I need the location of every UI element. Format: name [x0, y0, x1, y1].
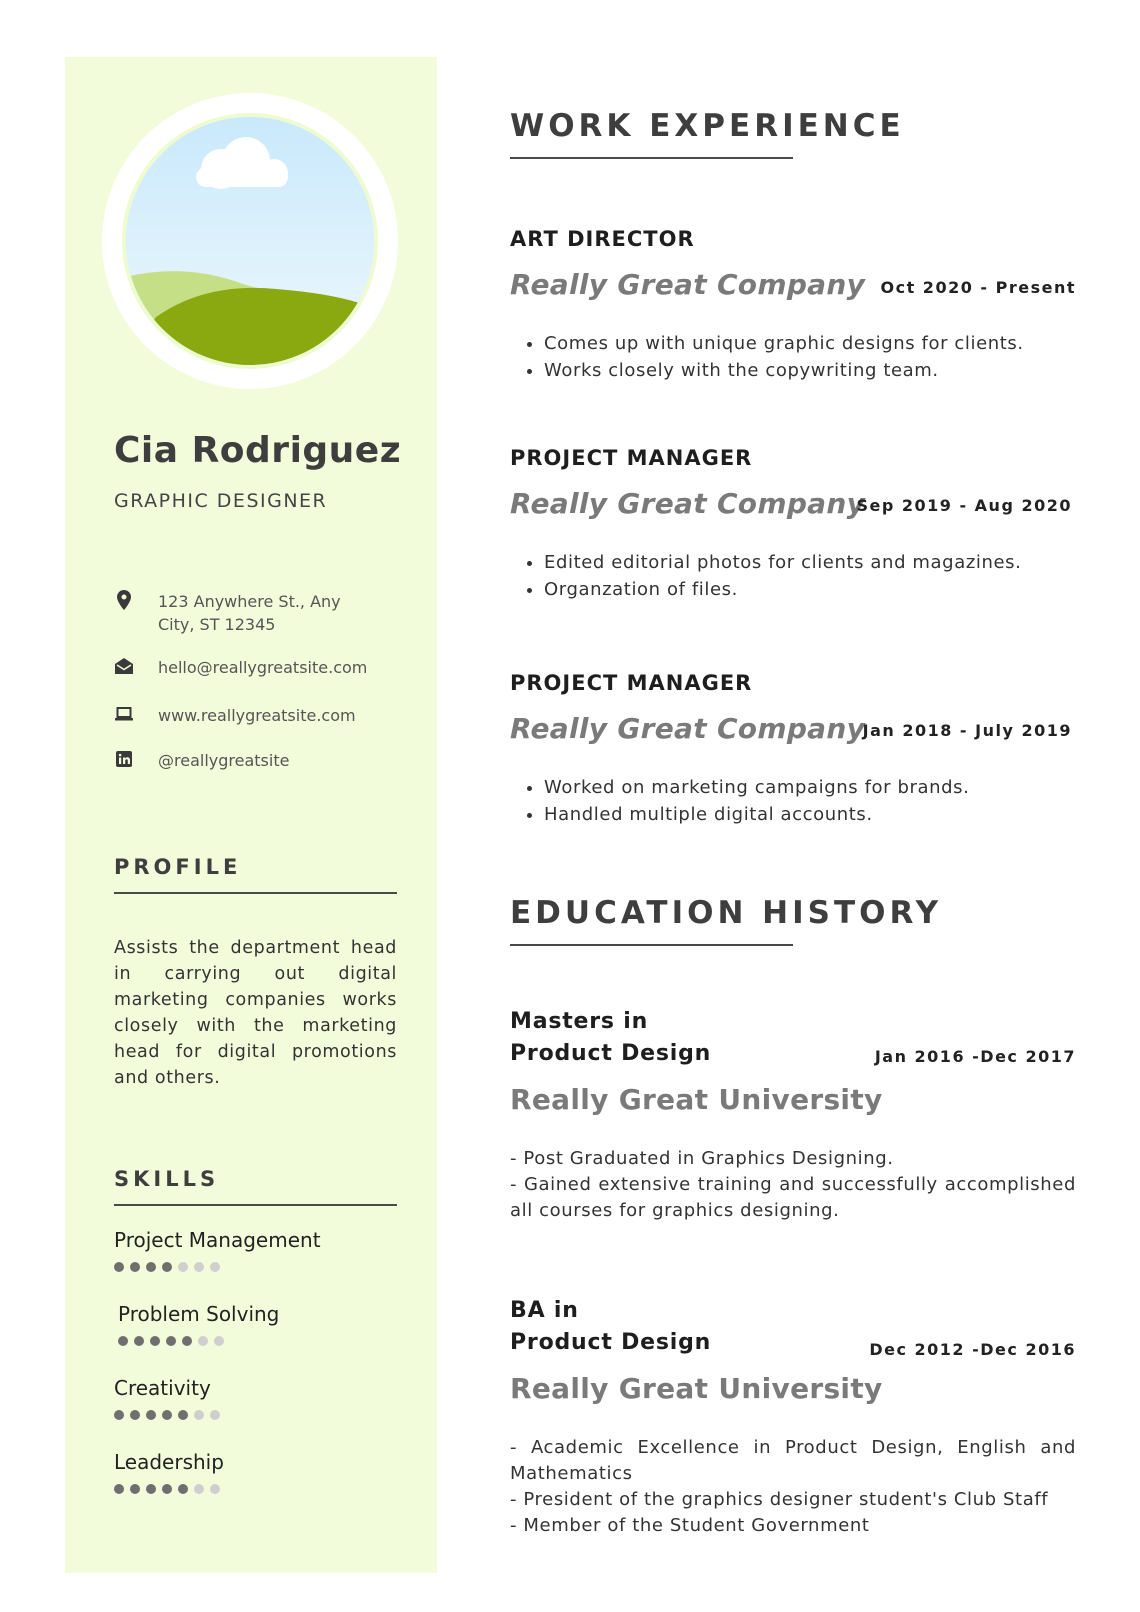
- skill-label: Project Management: [114, 1228, 321, 1252]
- education-divider: [510, 944, 793, 946]
- skill-rating: [114, 1262, 321, 1272]
- skill-item: [114, 1450, 224, 1494]
- person-name: Cia Rodriguez: [114, 430, 402, 471]
- rating-dot: [114, 1484, 124, 1494]
- contact-social[interactable]: [114, 749, 378, 772]
- rating-dot: [130, 1484, 140, 1494]
- education-details: [510, 1435, 1076, 1539]
- rating-dot: [210, 1410, 220, 1420]
- list-item: • Edited editorial photos for clients and magazines.: [544, 549, 1021, 576]
- landscape-placeholder-icon: [126, 117, 374, 365]
- rating-dot: [150, 1336, 160, 1346]
- skills-heading: SKILLS: [114, 1167, 220, 1191]
- rating-dot: [198, 1336, 208, 1346]
- education-dates: Jan 2016 -Dec 2017: [874, 1047, 1076, 1066]
- degree-title-line: Masters in: [510, 1009, 649, 1034]
- rating-dot: [162, 1262, 172, 1272]
- degree-title-line: Product Design: [510, 1330, 712, 1355]
- job-title: PROJECT MANAGER: [510, 671, 753, 695]
- person-role: GRAPHIC DESIGNER: [114, 490, 328, 512]
- company-name: Really Great Company: [510, 268, 866, 301]
- contact-address: [114, 590, 378, 636]
- website-link[interactable]: www.reallygreatsite.com: [158, 706, 356, 725]
- rating-dot: [178, 1262, 188, 1272]
- rating-dot: [130, 1262, 140, 1272]
- skills-divider: [114, 1204, 397, 1206]
- skill-label: Creativity: [114, 1376, 211, 1400]
- rating-dot: [146, 1262, 156, 1272]
- email-link[interactable]: hello@reallygreatsite.com: [158, 658, 368, 677]
- rating-dot: [130, 1410, 140, 1420]
- company-name: Really Great Company: [510, 712, 866, 745]
- education-dates: Dec 2012 -Dec 2016: [869, 1340, 1076, 1359]
- skill-item: [114, 1228, 321, 1272]
- detail-line: - Member of the Student Government: [510, 1515, 870, 1536]
- work-experience-heading: WORK EXPERIENCE: [510, 108, 905, 144]
- rating-dot: [194, 1484, 204, 1494]
- job-bullets: [518, 330, 1024, 384]
- education-history-heading: EDUCATION HISTORY: [510, 895, 943, 931]
- list-item: • Organzation of files.: [544, 576, 1021, 603]
- work-divider: [510, 157, 793, 159]
- linkedin-icon: [114, 749, 134, 769]
- university-name: Really Great University: [510, 1372, 883, 1405]
- rating-dot: [182, 1336, 192, 1346]
- degree-title: [510, 1006, 711, 1070]
- degree-title: [510, 1295, 711, 1359]
- job-title: PROJECT MANAGER: [510, 446, 753, 470]
- profile-divider: [114, 892, 397, 894]
- rating-dot: [210, 1262, 220, 1272]
- list-item: • Worked on marketing campaigns for brands.: [544, 774, 969, 801]
- degree-title-line: BA in: [510, 1298, 579, 1323]
- contact-website[interactable]: [114, 704, 378, 727]
- job-bullets: [518, 549, 1021, 603]
- location-pin-icon: [114, 590, 134, 610]
- education-details: [510, 1146, 1076, 1224]
- skill-rating: [118, 1336, 279, 1346]
- profile-heading: PROFILE: [114, 855, 242, 879]
- job-dates: Oct 2020 - Present: [880, 278, 1076, 297]
- social-handle[interactable]: @reallygreatsite: [158, 751, 290, 770]
- skill-label: Problem Solving: [118, 1302, 280, 1326]
- detail-line: - Academic Excellence in Product Design, English and Mathematics: [510, 1437, 1076, 1484]
- rating-dot: [114, 1262, 124, 1272]
- laptop-icon: [114, 704, 134, 724]
- skill-label: Leadership: [114, 1450, 224, 1474]
- rating-dot: [214, 1336, 224, 1346]
- rating-dot: [146, 1484, 156, 1494]
- rating-dot: [178, 1484, 188, 1494]
- skill-item: [114, 1376, 220, 1420]
- rating-dot: [134, 1336, 144, 1346]
- detail-line: - Gained extensive training and successfully accomplished all courses for graphics designing.: [510, 1174, 1076, 1221]
- rating-dot: [194, 1410, 204, 1420]
- list-item: • Works closely with the copywriting team.: [544, 357, 1024, 384]
- list-item: • Comes up with unique graphic designs for clients.: [544, 330, 1024, 357]
- company-name: Really Great Company: [510, 487, 866, 520]
- address-text: 123 Anywhere St., Any City, ST 12345: [158, 592, 341, 634]
- rating-dot: [166, 1336, 176, 1346]
- university-name: Really Great University: [510, 1083, 883, 1116]
- rating-dot: [178, 1410, 188, 1420]
- rating-dot: [162, 1484, 172, 1494]
- detail-line: - President of the graphics designer student's Club Staff: [510, 1489, 1049, 1510]
- job-bullets: [518, 774, 969, 828]
- detail-line: - Post Graduated in Graphics Designing.: [510, 1148, 894, 1169]
- skill-rating: [114, 1410, 220, 1420]
- list-item: • Handled multiple digital accounts.: [544, 801, 969, 828]
- skill-item: [118, 1302, 279, 1346]
- mail-open-icon: [114, 656, 134, 676]
- rating-dot: [146, 1410, 156, 1420]
- rating-dot: [194, 1262, 204, 1272]
- rating-dot: [118, 1336, 128, 1346]
- profile-text: Assists the department head in carrying out digital marketing companies works closely with the marketing head for digital promotions and others.: [114, 938, 397, 1088]
- contact-email[interactable]: [114, 656, 378, 679]
- job-dates: Sep 2019 - Aug 2020: [856, 496, 1072, 515]
- degree-title-line: Product Design: [510, 1041, 712, 1066]
- rating-dot: [162, 1410, 172, 1420]
- rating-dot: [114, 1410, 124, 1420]
- job-title: ART DIRECTOR: [510, 227, 695, 251]
- avatar: [126, 117, 374, 365]
- job-dates: Jan 2018 - July 2019: [862, 721, 1072, 740]
- rating-dot: [210, 1484, 220, 1494]
- skill-rating: [114, 1484, 224, 1494]
